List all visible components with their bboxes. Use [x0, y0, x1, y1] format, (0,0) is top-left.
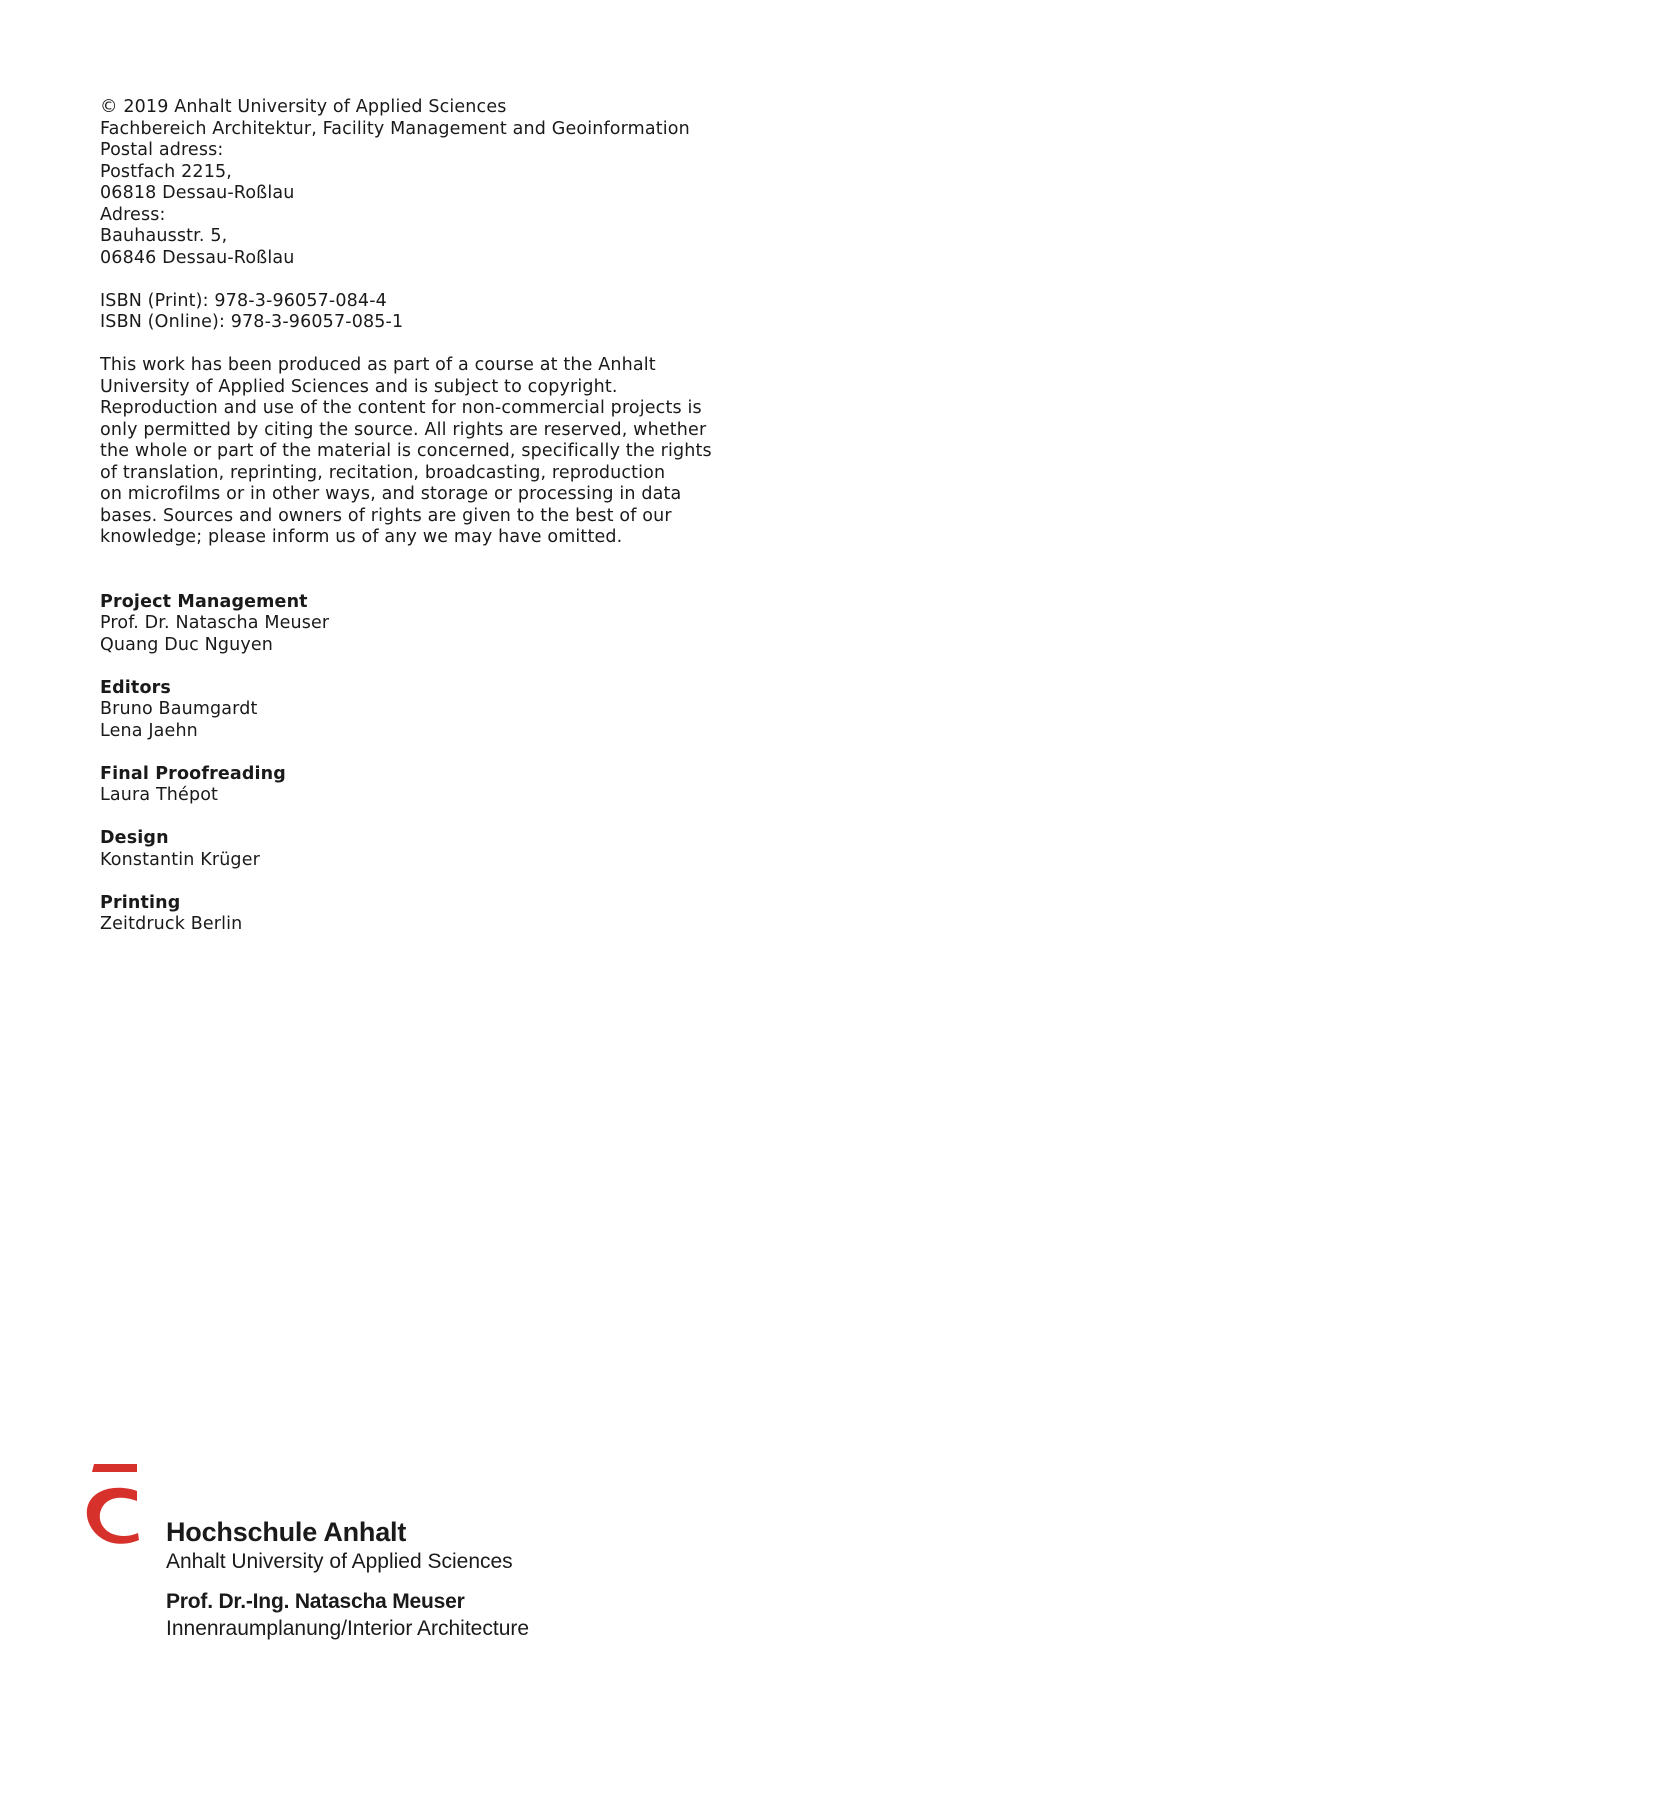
credit-editors: [100, 678, 820, 743]
credit-title: Printing: [100, 892, 181, 913]
credit-title: Project Management: [100, 591, 308, 612]
copyright-line: This work has been produced as part of a course at the Anhalt: [100, 355, 656, 375]
copyright-line: Reproduction and use of the content for non-commercial projects is: [100, 398, 702, 418]
postal-address-city: 06818 Dessau-Roßlau: [100, 183, 295, 203]
copyright-line: knowledge; please inform us of any we may have omitted.: [100, 527, 623, 547]
copyright-line: of translation, reprinting, recitation, broadcasting, reproduction: [100, 462, 666, 483]
credit-final-proofreading: [100, 764, 820, 807]
credit-design: [100, 828, 820, 871]
institution-subtitle: Anhalt University of Applied Sciences: [166, 1550, 513, 1573]
department-name: Innenraumplanung/Interior Architecture: [166, 1617, 530, 1640]
credit-title: Final Proofreading: [100, 763, 286, 784]
copyright-line: the whole or part of the material is concerned, specifically the rights: [100, 441, 712, 461]
department-line: Fachbereich Architektur, Facility Management and Geoinformation: [100, 118, 690, 139]
isbn-online: ISBN (Online): 978-3-96057-085-1: [100, 312, 404, 332]
copyright-notice: © 2019 Anhalt University of Applied Sciences: [100, 97, 507, 117]
credit-name: Konstantin Krüger: [100, 849, 260, 870]
credit-name: Lena Jaehn: [100, 720, 198, 741]
credit-name: Quang Duc Nguyen: [100, 634, 274, 655]
credit-name: Laura Thépot: [100, 785, 219, 805]
professor-name: Prof. Dr.-Ing. Natascha Meuser: [166, 1590, 465, 1613]
hochschule-anhalt-logo-icon: [80, 1463, 150, 1559]
credits: [100, 592, 820, 936]
copyright-line: only permitted by citing the source. All rights are reserved, whether: [100, 419, 707, 440]
credit-name: Zeitdruck Berlin: [100, 914, 243, 934]
address-city: 06846 Dessau-Roßlau: [100, 247, 295, 268]
credit-title: Editors: [100, 677, 171, 698]
isbn-print: ISBN (Print): 978-3-96057-084-4: [100, 290, 387, 311]
colophon: [100, 97, 820, 957]
address-block: [100, 97, 820, 269]
credit-name: Bruno Baumgardt: [100, 699, 258, 719]
credit-project-management: [100, 592, 820, 657]
copyright-line: bases. Sources and owners of rights are given to the best of our: [100, 505, 672, 526]
address-street: Bauhausstr. 5,: [100, 226, 228, 246]
copyright-line: on microfilms or in other ways, and storage or processing in data: [100, 484, 682, 504]
address-label: Adress:: [100, 204, 166, 225]
institution-branding: [166, 1516, 529, 1642]
isbn-block: [100, 291, 820, 334]
credit-title: Design: [100, 828, 169, 848]
credit-printing: [100, 893, 820, 936]
institution-name: Hochschule Anhalt: [166, 1517, 407, 1547]
postal-address-street: Postfach 2215,: [100, 161, 232, 182]
postal-address-label: Postal adress:: [100, 140, 224, 160]
copyright-line: University of Applied Sciences and is subject to copyright.: [100, 376, 618, 397]
credit-name: Prof. Dr. Natascha Meuser: [100, 613, 330, 633]
copyright-paragraph: [100, 355, 820, 549]
